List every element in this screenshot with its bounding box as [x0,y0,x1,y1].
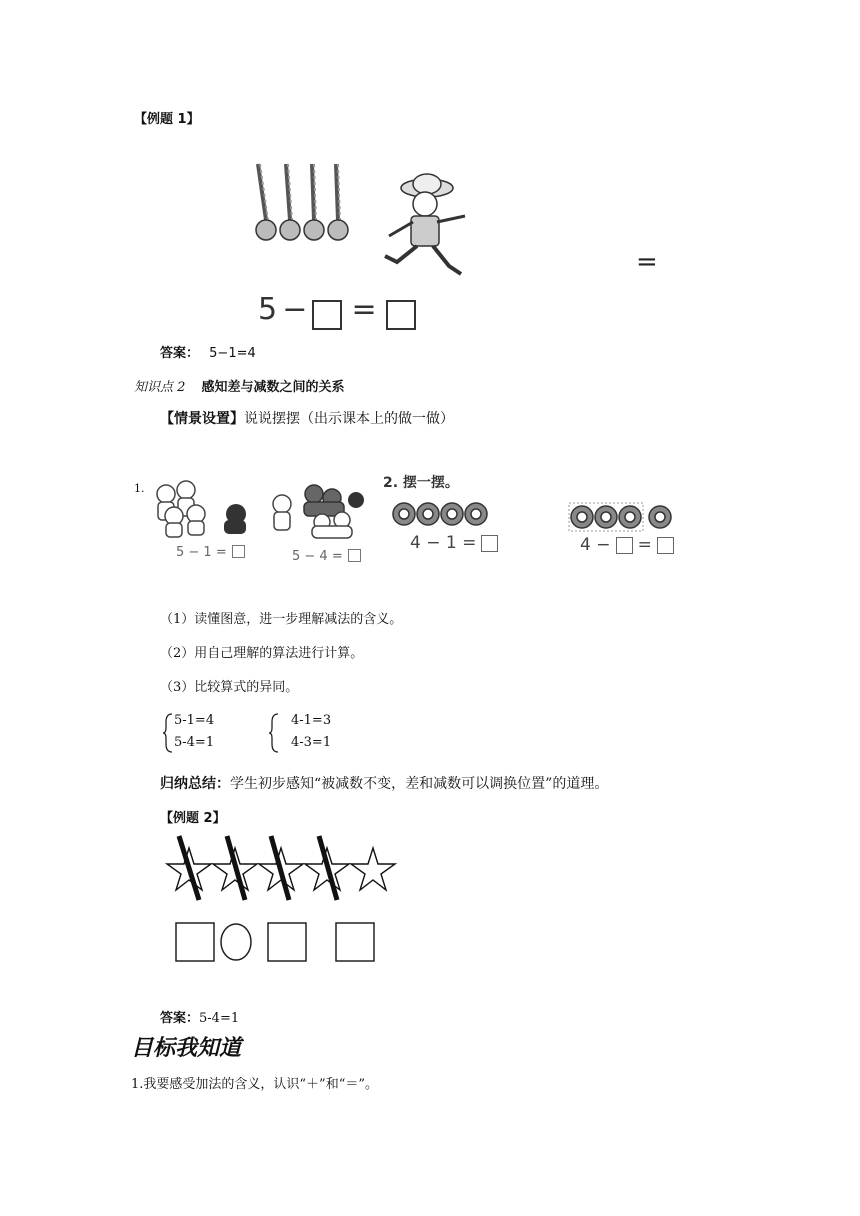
knowledge-point [134,376,345,395]
flowers-row-d-illustration [568,502,676,532]
answer-label: 答案： [160,346,200,361]
flowers-row-c-illustration [392,500,492,528]
caption-b [292,545,361,564]
caption-d-box-1 [616,537,633,554]
running-child-illustration [375,170,480,285]
step-2: （2）用自己理解的算法进行计算。 [160,646,364,661]
example1-answer [160,342,256,361]
goals-item-1: 1.我要感受加法的含义，认识“＋”和“＝”。 [131,1077,378,1092]
caption-d [580,535,674,555]
answer-box [386,300,416,330]
caption-a-text: 5 − 1 = [176,545,227,560]
equation-minus: − [282,292,308,327]
knowledge-point-title: 感知差与减数之间的关系 [201,380,345,395]
caption-c-text: 4 − 1 = [410,533,477,553]
caption-a-box [232,545,245,558]
goals-heading: 目标我知道 [131,1036,242,1061]
caption-c [410,533,498,553]
cats-group-b-illustration [268,484,368,540]
example1-label: 【例题 1】 [134,112,200,127]
step-3: （3）比较算式的异同。 [160,680,299,695]
summary-label: 归纳总结： [160,776,230,792]
item1-number: 1. [134,482,145,495]
summary-line [160,773,608,793]
step-1: （1）读懂图意，进一步理解减法的含义。 [160,612,403,627]
answer-value: 5-4=1 [199,1011,240,1026]
answer-value: 5−1=4 [209,346,256,361]
caption-a [176,541,245,560]
compare-group2-line2: 4-3=1 [291,735,332,750]
answer-shapes-row [174,920,378,966]
left-brace-1 [162,712,174,754]
caption-d-text: 4 − [580,535,611,555]
equation-equals: = [351,292,377,327]
left-brace-2 [268,712,280,754]
example2-answer [160,1007,239,1026]
apples-on-branches-illustration [250,160,360,245]
compare-group1-line2: 5-4=1 [174,735,215,750]
summary-text: 学生初步感知“被减数不变，差和减数可以调换位置”的道理。 [230,776,609,792]
answer-label: 答案： [160,1011,200,1026]
scenario-text: 说说摆摆（出示课本上的做一做） [244,411,454,427]
item2-title: 2. 摆一摆。 [383,475,459,491]
compare-group1-line1: 5-1=4 [174,713,215,728]
caption-b-text: 5 − 4 = [292,549,343,564]
cats-group-a-illustration [152,478,252,538]
five-stars-crossed-illustration [165,834,401,904]
caption-c-box [481,535,498,552]
caption-b-box [348,549,361,562]
example2-label: 【例题 2】 [160,811,226,826]
caption-d-equals: = [637,535,652,555]
compare-group2-line1: 4-1=3 [291,713,332,728]
knowledge-point-number: 知识点 2 [134,380,186,395]
caption-d-box-2 [657,537,674,554]
example1-equation [258,292,416,330]
scenario-label: 【情景设置】 [160,411,244,427]
equation-left: 5 [258,292,278,327]
scenario-line [160,408,454,428]
stray-equals-sign: = [636,247,658,277]
answer-box [312,300,342,330]
